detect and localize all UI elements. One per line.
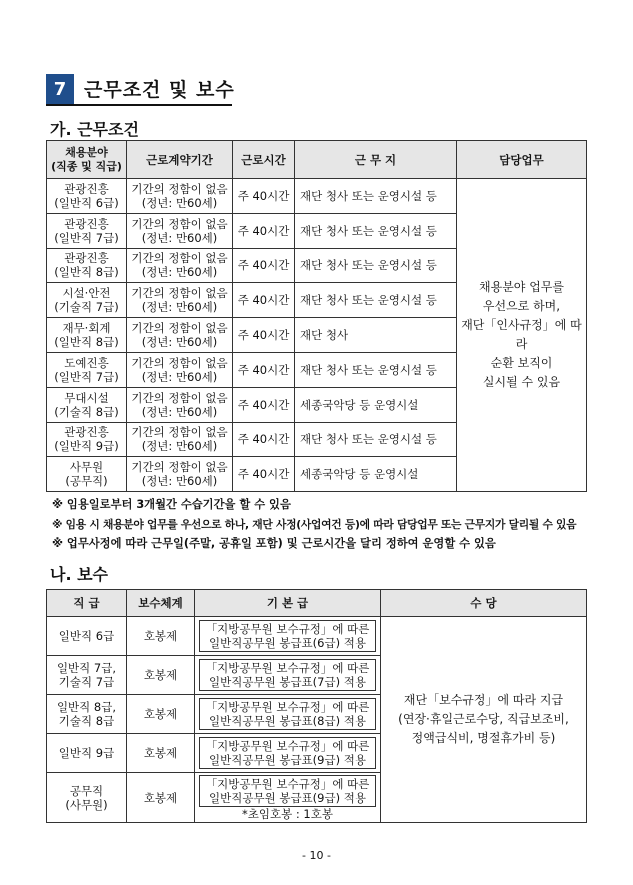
cell-hours: 주 40시간 [233, 352, 295, 387]
note-item: ※ 임용 시 채용분야 업무를 우선으로 하나, 재단 사정(사업여건 등)에 따라 담당업무 또는 근무지가 달리될 수 있음 [52, 517, 577, 531]
section-title: 근무조건 및 보수 [84, 78, 235, 101]
salary-table [46, 589, 587, 823]
table-header-row [47, 590, 587, 617]
header-pay-system: 보수체계 [127, 590, 195, 617]
cell-hours: 주 40시간 [233, 387, 295, 422]
cell-field: 재무·회계 (일반직 8급) [47, 318, 127, 353]
header-field: 채용분야 (직종 및 직급) [47, 141, 127, 179]
cell-pay-system: 호봉제 [127, 695, 195, 734]
base-pay-box: 「지방공무원 보수규정」에 따른 일반직공무원 봉급표(6급) 적용 [199, 620, 377, 652]
cell-contract: 기간의 정함이 없음 (정년: 만60세) [127, 387, 233, 422]
section-heading [46, 74, 235, 104]
cell-base-pay [195, 773, 381, 823]
header-grade: 직 급 [47, 590, 127, 617]
cell-contract: 기간의 정함이 없음 (정년: 만60세) [127, 422, 233, 457]
header-location: 근 무 지 [295, 141, 457, 179]
cell-location: 재단 청사 또는 운영시설 등 [295, 283, 457, 318]
cell-location: 세종국악당 등 운영시설 [295, 457, 457, 492]
base-pay-box: 「지방공무원 보수규정」에 따른 일반직공무원 봉급표(8급) 적용 [199, 698, 377, 730]
cell-contract: 기간의 정함이 없음 (정년: 만60세) [127, 179, 233, 214]
cell-pay-system: 호봉제 [127, 656, 195, 695]
table-header-row [47, 141, 587, 179]
cell-base-pay [195, 695, 381, 734]
cell-hours: 주 40시간 [233, 283, 295, 318]
cell-grade: 일반직 8급, 기술직 8급 [47, 695, 127, 734]
cell-location: 세종국악당 등 운영시설 [295, 387, 457, 422]
base-pay-box: 「지방공무원 보수규정」에 따른 일반직공무원 봉급표(9급) 적용 [199, 775, 377, 807]
cell-contract: 기간의 정함이 없음 (정년: 만60세) [127, 248, 233, 283]
cell-pay-system: 호봉제 [127, 773, 195, 823]
subheading-work-conditions: 가. 근무조건 [50, 120, 139, 139]
cell-location: 재단 청사 또는 운영시설 등 [295, 352, 457, 387]
subheading-salary: 나. 보수 [50, 565, 109, 584]
initial-step-note: *초임호봉 : 1호봉 [242, 806, 333, 821]
note-item: ※ 업무사정에 따라 근무일(주말, 공휴일 포함) 및 근로시간을 달리 정하여 운영할 수 있음 [52, 537, 496, 550]
section-number: 7 [46, 74, 74, 104]
table-row [47, 617, 587, 656]
cell-field: 관광진흥 (일반직 7급) [47, 213, 127, 248]
cell-hours: 주 40시간 [233, 179, 295, 214]
base-pay-box: 「지방공무원 보수규정」에 따른 일반직공무원 봉급표(9급) 적용 [199, 737, 377, 769]
header-contract: 근로계약기간 [127, 141, 233, 179]
note-item: ※ 임용일로부터 3개월간 수습기간을 할 수 있음 [52, 498, 291, 511]
table-row [47, 179, 587, 214]
cell-hours: 주 40시간 [233, 318, 295, 353]
cell-base-pay [195, 734, 381, 773]
header-duty: 담당업무 [457, 141, 587, 179]
cell-contract: 기간의 정함이 없음 (정년: 만60세) [127, 283, 233, 318]
cell-field: 관광진흥 (일반직 6급) [47, 179, 127, 214]
cell-location: 재단 청사 또는 운영시설 등 [295, 422, 457, 457]
cell-hours: 주 40시간 [233, 248, 295, 283]
cell-location: 재단 청사 [295, 318, 457, 353]
cell-location: 재단 청사 또는 운영시설 등 [295, 248, 457, 283]
cell-hours: 주 40시간 [233, 457, 295, 492]
base-pay-box: 「지방공무원 보수규정」에 따른 일반직공무원 봉급표(7급) 적용 [199, 659, 377, 691]
header-base-pay: 기 본 급 [195, 590, 381, 617]
cell-field: 시설·안전 (기술직 7급) [47, 283, 127, 318]
cell-hours: 주 40시간 [233, 213, 295, 248]
cell-contract: 기간의 정함이 없음 (정년: 만60세) [127, 352, 233, 387]
cell-location: 재단 청사 또는 운영시설 등 [295, 179, 457, 214]
header-hours: 근로시간 [233, 141, 295, 179]
cell-grade: 일반직 7급, 기술직 7급 [47, 656, 127, 695]
cell-allowance: 재단「보수규정」에 따라 지급 (연장·휴일근로수당, 직급보조비, 정액급식비, 명절휴가비 등) [381, 617, 587, 823]
cell-field: 관광진흥 (일반직 9급) [47, 422, 127, 457]
cell-field: 관광진흥 (일반직 8급) [47, 248, 127, 283]
page-number: - 10 - [302, 849, 331, 862]
cell-location: 재단 청사 또는 운영시설 등 [295, 213, 457, 248]
cell-field: 도예진흥 (일반직 7급) [47, 352, 127, 387]
cell-field: 무대시설 (기술직 8급) [47, 387, 127, 422]
cell-grade: 일반직 6급 [47, 617, 127, 656]
cell-contract: 기간의 정함이 없음 (정년: 만60세) [127, 213, 233, 248]
notes [52, 495, 576, 554]
cell-contract: 기간의 정함이 없음 (정년: 만60세) [127, 457, 233, 492]
cell-hours: 주 40시간 [233, 422, 295, 457]
cell-base-pay [195, 656, 381, 695]
cell-base-pay [195, 617, 381, 656]
cell-pay-system: 호봉제 [127, 617, 195, 656]
cell-field: 사무원 (공무직) [47, 457, 127, 492]
cell-pay-system: 호봉제 [127, 734, 195, 773]
header-allowance: 수 당 [381, 590, 587, 617]
work-conditions-table [46, 140, 587, 492]
cell-duty: 채용분야 업무를 우선으로 하며, 재단「인사규정」에 따라 순환 보직이 실시될 수 있음 [457, 179, 587, 492]
cell-contract: 기간의 정함이 없음 (정년: 만60세) [127, 318, 233, 353]
cell-grade: 일반직 9급 [47, 734, 127, 773]
cell-grade: 공무직 (사무원) [47, 773, 127, 823]
section-underline [46, 104, 232, 106]
